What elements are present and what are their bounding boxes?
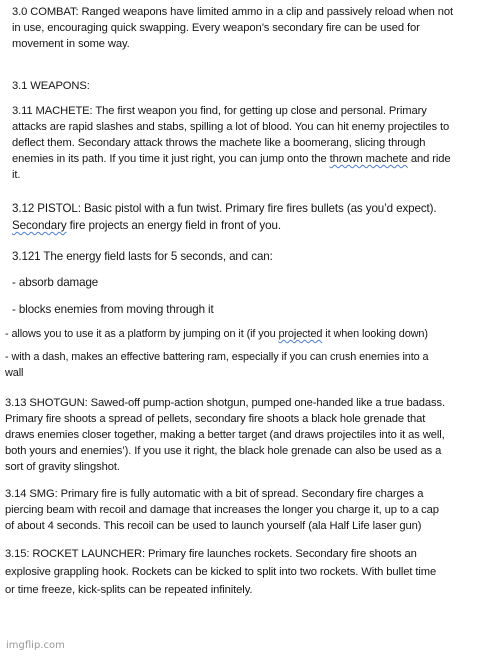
combat-line-1: 3.0 COMBAT: Ranged weapons have limited ammo in a clip and passively reload when not bbox=[12, 6, 453, 18]
machete-line-4-end: and ride bbox=[407, 153, 451, 165]
energy-bullet-absorb: - absorb damage bbox=[12, 276, 99, 289]
energy-bullet-platform-end: it when looking down) bbox=[322, 328, 428, 340]
energy-bullet-blocks: - blocks enemies from moving through it bbox=[12, 303, 214, 316]
pistol-paragraph bbox=[12, 200, 437, 234]
machete-line-4 bbox=[12, 151, 450, 167]
machete-link-thrown-machete[interactable]: thrown machete bbox=[329, 153, 408, 165]
smg-line-1: 3.14 SMG: Primary fire is fully automatic with a bit of spread. Secondary fire charges a bbox=[5, 488, 424, 500]
rocket-line-2: explosive grappling hook. Rockets can be kicked to split into two rockets. With bullet time bbox=[5, 566, 437, 578]
machete-paragraph bbox=[12, 103, 450, 183]
machete-line-1: 3.11 MACHETE: The first weapon you find, for getting up close and personal. Primary bbox=[12, 105, 427, 117]
pistol-line-2 bbox=[12, 217, 437, 234]
combat-line-3: movement in some way. bbox=[12, 38, 130, 50]
energy-bullet-ram-line-2: wall bbox=[5, 367, 24, 379]
pistol-line-1: 3.12 PISTOL: Basic pistol with a fun twist. Primary fire fires bullets (as you’d expect). bbox=[12, 202, 437, 215]
energy-bullet-ram-line-1: - with a dash, makes an effective battering ram, especially if you can crush enemies into a bbox=[5, 351, 429, 363]
shotgun-line-4: both yours and enemies’). If you use it right, the black hole grenade can also be used as a bbox=[5, 445, 442, 457]
shotgun-line-3: draws enemies closer together, making a better target (and draws projectiles into it as well, bbox=[5, 429, 445, 441]
energy-bullet-platform-start: - allows you to use it as a platform by jumping on it (if you bbox=[5, 328, 279, 340]
smg-line-2: piercing beam with recoil and damage that increases the longer you charge it, up to a cap bbox=[5, 504, 439, 516]
rocket-launcher-paragraph bbox=[5, 545, 436, 599]
smg-line-3: of about 4 seconds. This recoil can be used to launch yourself (ala Half Life laser gun) bbox=[5, 520, 422, 532]
energy-bullet-platform bbox=[5, 326, 428, 342]
shotgun-paragraph bbox=[5, 395, 445, 475]
machete-line-3: deflect them. Secondary attack throws the machete like a boomerang, slicing through bbox=[12, 137, 426, 149]
rocket-line-3: or time freeze, kick-splits can be repeated infinitely. bbox=[5, 584, 253, 596]
energy-bullet-ram bbox=[5, 349, 429, 381]
combat-line-2: in use, encouraging quick swapping. Every weapon’s secondary fire can be used for bbox=[12, 22, 420, 34]
machete-line-4-start: enemies in its path. If you time it just right, you can jump onto the bbox=[12, 153, 330, 165]
machete-line-2: attacks are rapid slashes and stabs, spilling a lot of blood. You can hit enemy projectiles to bbox=[12, 121, 450, 133]
weapons-heading: 3.1 WEAPONS: bbox=[12, 80, 90, 92]
pistol-secondary-word: Secondary bbox=[12, 219, 67, 232]
shotgun-line-1: 3.13 SHOTGUN: Sawed-off pump-action shotgun, pumped one-handed like a true badass. bbox=[5, 397, 445, 409]
imgflip-watermark: imgflip.com bbox=[6, 640, 65, 651]
combat-paragraph bbox=[12, 4, 453, 52]
pistol-line-2-rest: fire projects an energy field in front of you. bbox=[66, 219, 281, 232]
rocket-line-1: 3.15: ROCKET LAUNCHER: Primary fire launches rockets. Secondary fire shoots an bbox=[5, 548, 417, 560]
shotgun-line-5: sort of gravity slingshot. bbox=[5, 461, 120, 473]
shotgun-line-2: Primary fire shoots a spread of pellets, secondary fire shoots a black hole grenade that bbox=[5, 413, 426, 425]
machete-line-5: it. bbox=[12, 169, 21, 181]
smg-paragraph bbox=[5, 486, 439, 534]
energy-field-heading: 3.121 The energy field lasts for 5 seconds, and can: bbox=[12, 250, 273, 263]
energy-projected-word: projected bbox=[278, 328, 323, 340]
